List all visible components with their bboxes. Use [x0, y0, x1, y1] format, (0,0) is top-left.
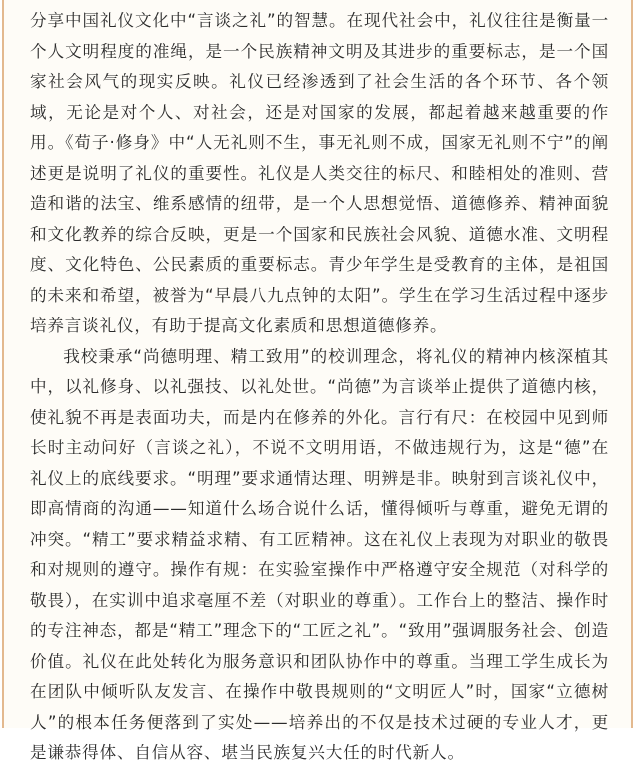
article-page — [2, 0, 633, 762]
article-paragraph-2: 我校秉承“尚德明理、精工致用”的校训理念，将礼仪的精神内核深植其中，以礼修身、以礼强技、以礼处世。“尚德”为言谈举止提供了道德内核，使礼貌不再是表面功夫，而是内在修养的外化。言行有尺：在校园中见到师长时主动问好（言谈之礼），不说不文明用语，不做违规行为，这是“德”在礼仪上的底线要求。“明理”要求通情达理、明辨是非。映射到言谈礼仪中，即高情商的沟通——知道什么场合说什么话，懂得倾听与尊重，避免无谓的冲突。“精工”要求精益求精、有工匠精神。这在礼仪上表现为对职业的敬畏和对规则的遵守。操作有规：在实验室操作中严格遵守安全规范（对科学的敬畏），在实训中追求毫厘不差（对职业的尊重）。工作台上的整洁、操作时的专注神态，都是“精工”理念下的“工匠之礼”。“致用”强调服务社会、创造价值。礼仪在此处转化为服务意识和团队协作中的尊重。当理工学生成长为在团队中倾听队友发言、在操作中敬畏规则的“文明匠人”时，国家“立德树人”的根本任务便落到了实处——培养出的不仅是技术过硬的专业人才，更是谦恭得体、自信从容、堪当民族复兴大任的时代新人。 — [30, 346, 609, 762]
article-paragraph-1: 分享中国礼仪文化中“言谈之礼”的智慧。在现代社会中，礼仪往往是衡量一个人文明程度的准绳，是一个民族精神文明及其进步的重要标志，是一个国家社会风气的现实反映。礼仪已经渗透到了社会生活的各个环节、各个领域，无论是对个人、对社会，还是对国家的发展，都起着越来越重要的作用。《荀子·修身》中“人无礼则不生，事无礼则不成，国家无礼则不宁”的阐述更是说明了礼仪的重要性。礼仪是人类交往的标尺、和睦相处的准则、营造和谐的法宝、维系感情的纽带，是一个人思想觉悟、道德修养、精神面貌和文化教养的综合反映，更是一个国家和民族社会风貌、道德水准、文明程度、文化特色、公民素质的重要标志。青少年学生是受教育的主体，是祖国的未来和希望，被誉为“早晨八九点钟的太阳”。学生在学习生活过程中逐步培养言谈礼仪，有助于提高文化素质和思想道德修养。 — [30, 11, 609, 335]
